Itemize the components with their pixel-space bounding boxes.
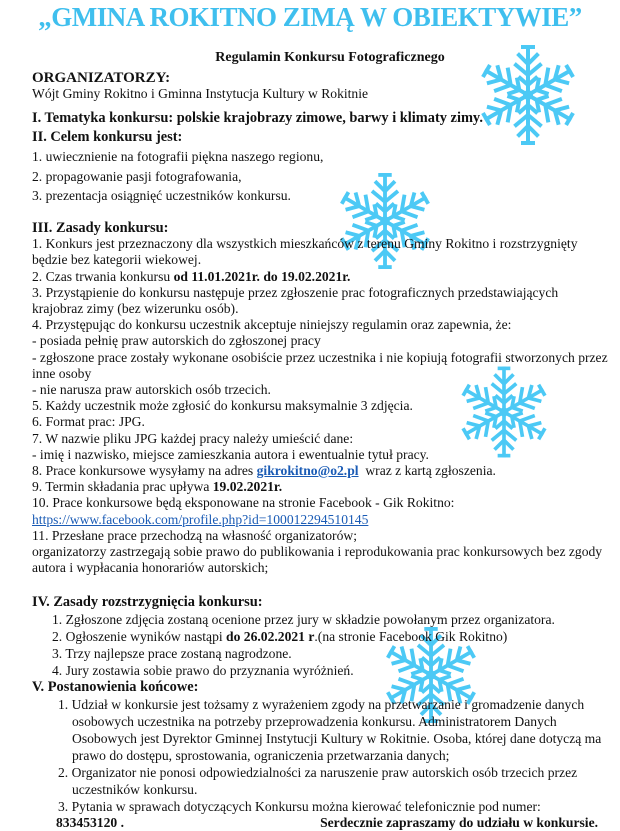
section-1-heading: I. Tematyka konkursu: polskie krajobrazy zimowe, barwy i klimaty zimy. xyxy=(32,110,483,127)
rule-2 xyxy=(32,269,612,285)
rule-8 xyxy=(32,463,612,479)
list-item: 3. Trzy najlepsze prace zostaną nagrodzone. xyxy=(52,645,292,661)
rule-text: 9. Termin składania prac upływa xyxy=(32,479,213,495)
organizers-text: Wójt Gminy Rokitno i Gminna Instytucja Kultury w Rokitnie xyxy=(32,86,369,102)
rule-10: 10. Prace konkursowe będą eksponowane na stronie Facebook - Gik Rokitno: xyxy=(32,495,455,511)
section-4-heading: IV. Zasady rozstrzygnięcia konkursu: xyxy=(32,594,263,611)
phone-number: 833453120 . xyxy=(56,814,124,830)
section-2-heading: II. Celem konkursu jest: xyxy=(32,129,183,146)
rule-3: 3. Przystąpienie do konkursu następuje przez zgłoszenie prac fotograficznych przedstawiających krajobraz zimy (bez wizerunku osób). xyxy=(32,284,559,316)
page-title: „GMINA ROKITNO ZIMĄ W OBIEKTYWIE” xyxy=(38,2,582,32)
rule-9 xyxy=(32,479,612,495)
closing-invitation: Serdecznie zapraszamy do udziału w konkursie. xyxy=(320,814,598,830)
document-body xyxy=(32,70,612,831)
rule-4a: - posiada pełnię praw autorskich do zgłoszonej pracy xyxy=(32,333,321,349)
rule-11b: organizatorzy zastrzegają sobie prawo do publikowania i reprodukowania prac konkursowych bez zgody autora i wypłacania honorariów autorskich; xyxy=(32,543,603,576)
item-text: 2. Ogłoszenie wyników nastąpi xyxy=(52,628,227,644)
list-item: 1. Zgłoszone zdjęcia zostaną ocenione przez jury w składzie powołanym przez organizatora. xyxy=(52,611,555,627)
rule-11: 11. Przesłane prace przechodzą na własność organizatorów; xyxy=(32,527,357,543)
rule-7: 7. W nazwie pliku JPG każdej pracy należy umieścić dane: xyxy=(32,430,354,446)
rule-4: 4. Przystępując do konkursu uczestnik akceptuje niniejszy regulamin oraz zapewnia, że: xyxy=(32,317,512,333)
rule-text: 8. Prace konkursowe wysyłamy na adres xyxy=(32,462,257,478)
deadline-date: 19.02.2021r. xyxy=(212,479,283,495)
rule-1: 1. Konkurs jest przeznaczony dla wszystkich mieszkańców z terenu Gminy Rokitno i rozstrzygnięty będzie bez kategorii wiekowej. xyxy=(32,236,578,268)
email-link[interactable]: gikrokitno@o2.pl xyxy=(256,462,359,478)
list-item: 2. Organizator nie ponosi odpowiedzialności za naruszenie praw autorskich osób trzecich przez uczestników konkursu. xyxy=(58,764,578,797)
list-item: 4. Jury zostawia sobie prawo do przyznania wyróżnień. xyxy=(52,663,354,679)
document-subtitle: Regulamin Konkursu Fotograficznego xyxy=(215,50,445,65)
list-item: 1. Udział w konkursie jest tożsamy z wyrażeniem zgody na przetwarzanie i gromadzenie danych osobowych uczestnika na potrzeby przeprowadzenia konkursu. Administratorem Danych Osobowych jest Dyrektor Gminnej Instytucji Kultury w Rokitnie. Osoba, której dane dotyczą ma prawo do dostępu, sprostowania, ograniczenia przetwarzania danych; xyxy=(58,696,602,763)
section-3-heading: III. Zasady konkursu: xyxy=(32,219,169,236)
rule-text: wraz z kartą zgłoszenia. xyxy=(358,462,496,478)
list-item: 2. propagowanie pasji fotografowania, xyxy=(32,168,242,184)
list-item xyxy=(48,628,612,645)
contest-dates: od 11.01.2021r. do 19.02.2021r. xyxy=(173,268,351,284)
list-item: 3. prezentacja osiągnięć uczestników konkursu. xyxy=(32,188,291,204)
results-date: do 26.02.2021 r xyxy=(226,628,315,644)
rule-7a: - imię i nazwisko, miejsce zamieszkania autora i ewentualnie tytuł pracy. xyxy=(32,446,429,462)
section-5-heading: V. Postanowienia końcowe: xyxy=(32,679,199,696)
rule-4c: - nie narusza praw autorskich osób trzecich. xyxy=(32,381,271,397)
item-text: .(na stronie Facebook Gik Rokitno) xyxy=(314,628,508,644)
rule-6: 6. Format prac: JPG. xyxy=(32,414,145,430)
list-item: 3. Pytania w sprawach dotyczących Konkursu można kierować telefonicznie pod numer: xyxy=(58,798,541,814)
rule-4b: - zgłoszone prace zostały wykonane osobiście przez uczestnika i nie kopiują fotografii stworzonych przez inne osoby xyxy=(32,349,608,381)
rule-5: 5. Każdy uczestnik może zgłosić do konkursu maksymalnie 3 zdjęcia. xyxy=(32,398,413,414)
list-item: 1. uwiecznienie na fotografii piękna naszego regionu, xyxy=(32,149,324,165)
facebook-link[interactable]: https://www.facebook.com/profile.php?id=100012294510145 xyxy=(32,511,369,527)
organizers-heading: ORGANIZATORZY: xyxy=(32,70,171,86)
rule-text: 2. Czas trwania konkursu xyxy=(32,268,174,284)
